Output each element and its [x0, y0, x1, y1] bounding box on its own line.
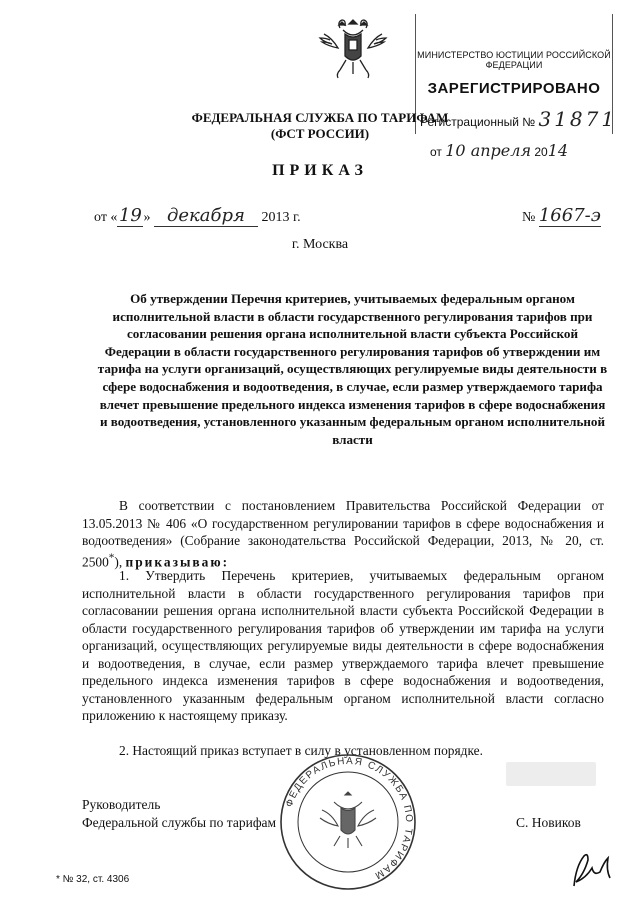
official-seal: [278, 752, 418, 892]
order-number-value: 1667-э: [538, 205, 601, 226]
order-title: ПРИКАЗ: [272, 162, 368, 179]
footnote-mark: *: [108, 551, 115, 564]
registration-ministry: МИНИСТЕРСТВО ЮСТИЦИИ РОССИЙСКОЙ ФЕДЕРАЦИИ: [417, 50, 611, 70]
registration-date-prefix: от: [430, 145, 442, 159]
footnote: * № 32, ст. 4306: [56, 874, 130, 885]
registration-year-hand: 14: [547, 141, 569, 160]
order-date-mid: »: [143, 210, 151, 225]
order-item-2: 2. Настоящий приказ вступает в силу в установленном порядке.: [119, 743, 483, 758]
signer-name: С. Новиков: [516, 815, 581, 830]
order-date-prefix: от «: [94, 210, 118, 225]
registration-number-value: 31871: [538, 107, 618, 131]
registration-date-row: [430, 141, 612, 160]
preamble-text: В соответствии с постановлением Правительства Российской Федерации от 13.05.2013 № 406 «О государственном регулировании тарифов в сфере водоснабжения и водоотведения» (Собрание законодательства Российской Федерации, 2013, № 20, ст. 2500: [82, 498, 604, 569]
seal-text: ФЕДЕРАЛЬНАЯ СЛУЖБА ПО ТАРИФАМ: [284, 755, 415, 882]
registration-year-printed: 20: [534, 145, 548, 159]
order-year: 2013 г.: [261, 210, 301, 225]
registration-status: ЗАРЕГИСТРИРОВАНО: [427, 80, 601, 97]
faded-stamp: [506, 762, 596, 786]
agency-short-name: (ФСТ РОССИИ): [270, 126, 370, 141]
order-date: [94, 205, 301, 227]
registration-number-label: Регистрационный №: [420, 115, 536, 129]
order-number-label: №: [522, 210, 536, 225]
order-month: декабря: [154, 205, 258, 227]
order-city: г. Москва: [291, 237, 349, 252]
order-day: 19: [118, 205, 142, 226]
order-subject: Об утверждении Перечня критериев, учитываемых федеральным органом исполнительной власти в области государственного регулирования тарифов при согласовании решения органа исполнительной власти субъекта Российской Федерации в области государственного регулирования тарифов об утверждении им тарифа на услуги организаций, осуществляющих регулируемые виды деятельности в сфере водоснабжения и водоотведения, в случае, если размер утверждаемого тарифа влечет превышение предельного индекса изменения тарифов в сфере водоснабжения и водоотведения, установленного указанным федеральным органом исполнительной власти: [97, 291, 608, 447]
handwritten-signature: [566, 846, 616, 890]
order-word: приказываю:: [125, 553, 230, 569]
coat-of-arms-emblem: [318, 12, 388, 84]
order-number: [522, 205, 601, 227]
preamble-end: ),: [114, 553, 126, 569]
agency-name: ФЕДЕРАЛЬНАЯ СЛУЖБА ПО ТАРИФАМ: [191, 110, 449, 125]
signer-position-line-1: Руководитель: [82, 797, 161, 812]
order-item-1: 1. Утвердить Перечень критериев, учитываемых федеральным органом исполнительной власти в области государственного регулирования тарифов при согласовании решения органа исполнительной власти субъекта Российской Федерации в области государственного регулирования тарифов об утверждении им тарифа на услуги организаций, осуществляющих регулируемые виды деятельности в сфере водоснабжения и водоотведения, в случае, если размер утверждаемого тарифа влечет превышение предельного индекса изменения тарифов в сфере водоснабжения и водоотведения, установленного указанным федеральным органом исполнительной власти согласно приложению к настоящему приказу.: [82, 568, 604, 723]
registration-date-value: 10 апреля: [445, 141, 532, 160]
signer-position-line-2: Федеральной службы по тарифам: [82, 815, 277, 830]
preamble-paragraph: [82, 497, 604, 570]
